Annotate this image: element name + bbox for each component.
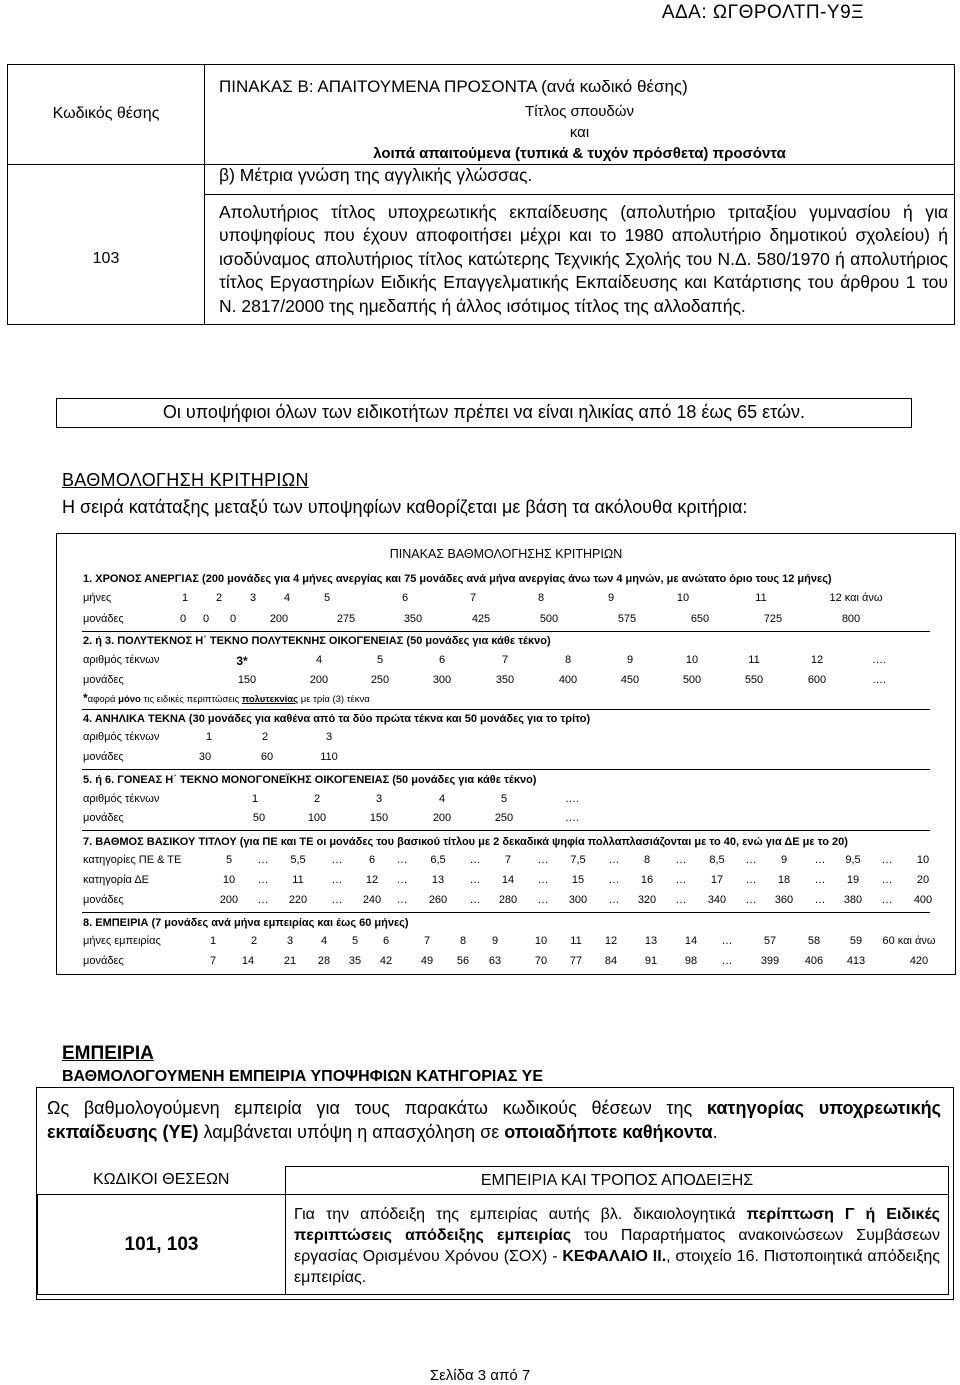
row-code: 103 <box>8 194 205 325</box>
table-cell: 5 <box>376 654 384 666</box>
par-c: λαμβάνεται υπόψη η απασχόληση σε <box>198 1122 505 1142</box>
table-cell: … <box>814 894 826 906</box>
table-cell: 9 <box>607 592 615 604</box>
table-cell: 9 <box>780 854 788 866</box>
note-part-d: πολυτεκνίας <box>241 694 299 705</box>
table-cell: 3* <box>236 654 248 668</box>
table-cell: … <box>396 874 408 886</box>
table-cell: 18 <box>777 874 791 886</box>
row-requirement: Απολυτήριος τίτλος υποχρεωτικής εκπαίδευσης (απολυτήριο τριταξίου γυμνασίου ή για υποψηφίους που έχουν αποφοιτήσει μέχρι και το 1980 απολυτήριο δημοτικού σχολείου) ή ισοδύναμος απολυτήριος τίτλος κατώτερης Τεχνικής Σχολής του Ν.Δ. 580/1970 ή απολυτήριος τίτλος Εργαστηρίων Ειδικής Επαγγελματικής Εκπαίδευσης και Κατάρτισης του άρθρου 1 του Ν. 2817/2000 της ημεδαπής ή άλλος ισότιμος τίτλος της αλλοδαπής. <box>205 194 955 325</box>
proof-b: περίπτωση Γ ή Ειδικές περιπτώσεις απόδειξης εμπειρίας <box>294 1205 940 1244</box>
table-cell: …. <box>564 793 580 805</box>
table-cell: 19 <box>846 874 860 886</box>
table-cell: 100 <box>307 812 327 824</box>
table-cell: 57 <box>763 935 777 947</box>
table-cell: … <box>745 874 757 886</box>
header-line-2: και <box>569 123 590 141</box>
section-1-label-points: μονάδες <box>83 613 124 625</box>
divider <box>82 830 930 831</box>
table-cell: …. <box>871 654 887 666</box>
table-cell: 350 <box>403 613 423 625</box>
table-cell: 8 <box>459 935 467 947</box>
table-cell: … <box>257 874 269 886</box>
table-cell: … <box>608 854 620 866</box>
table-cell: 60 και άνω <box>882 935 936 947</box>
table-cell: 49 <box>420 955 434 967</box>
table-cell: 12 <box>365 874 379 886</box>
table-cell: … <box>608 894 620 906</box>
proof-a: Για την απόδειξη της εμπειρίας αυτής βλ. δικαιολογητικά <box>294 1205 747 1223</box>
table-cell: 6 <box>438 654 446 666</box>
table-cell: 14 <box>684 935 698 947</box>
table-cell: … <box>721 955 733 967</box>
section-1-heading: 1. ΧΡΟΝΟΣ ΑΝΕΡΓΙΑΣ (200 μονάδες για 4 μήνες ανεργίας και 75 μονάδες ανά μήνα ανεργίας άνω των 4 μηνών, με ανώτατο όριο τους 12 μήνες) <box>83 573 832 585</box>
table-cell: … <box>675 894 687 906</box>
col-proof-header: ΕΜΠΕΙΡΙΑ ΚΑΙ ΤΡΟΠΟΣ ΑΠΟΔΕΙΞΗΣ <box>286 1167 949 1195</box>
position-codes: 101, 103 <box>38 1195 286 1295</box>
table-cell: 220 <box>288 894 308 906</box>
note-part-c: τις ειδικές περιπτώσεις <box>140 694 242 705</box>
table-cell: 2 <box>313 793 321 805</box>
table-cell: … <box>469 894 481 906</box>
table-cell: 1 <box>251 793 259 805</box>
divider <box>82 912 930 913</box>
criteria-heading: ΒΑΘΜΟΛΟΓΗΣΗ ΚΡΙΤΗΡΙΩΝ <box>62 470 309 490</box>
table-cell: 11 <box>292 874 304 886</box>
table-cell: 2 <box>215 592 223 604</box>
table-cell: … <box>675 874 687 886</box>
table-cell: … <box>469 874 481 886</box>
table-cell: 11 <box>570 935 582 947</box>
table-cell: 380 <box>843 894 863 906</box>
qualifications-table <box>7 64 955 325</box>
section-2-heading: 2. ή 3. ΠΟΛΥΤΕΚΝΟΣ Η΄ ΤΕΚΝΟ ΠΟΛΥΤΕΚΝΗΣ ΟΙΚΟΓΕΝΕΙΑΣ (50 μονάδες για κάθε τέκνο) <box>83 635 551 647</box>
table-cell: 2 <box>261 731 269 743</box>
table-cell: 7 <box>209 955 217 967</box>
table-cell: 12 <box>810 654 824 666</box>
english-requirement: β) Μέτρια γνώση της αγγλικής γλώσσας. <box>205 164 955 194</box>
table-cell: … <box>608 874 620 886</box>
table-cell: 400 <box>913 894 933 906</box>
table-cell: 0 <box>229 613 237 625</box>
table-cell: 4 <box>320 935 328 947</box>
section-2-label-children: αριθμός τέκνων <box>83 654 160 666</box>
table-cell: … <box>331 894 343 906</box>
table-cell: 200 <box>219 894 239 906</box>
table-cell: 12 <box>604 935 618 947</box>
table-cell: 9 <box>491 935 499 947</box>
experience-subheading: ΒΑΘΜΟΛΟΓΟΥΜΕΝΗ ΕΜΠΕΙΡΙΑ ΥΠΟΨΗΦΙΩΝ ΚΑΤΗΓΟΡΙΑΣ ΥΕ <box>62 1068 544 1085</box>
table-cell: 5 <box>500 793 508 805</box>
table-cell: 320 <box>637 894 657 906</box>
table-b-title: ΠΙΝΑΚΑΣ Β: ΑΠΑΙΤΟΥΜΕΝΑ ΠΡΟΣΟΝΤΑ (ανά κωδικό θέσης) <box>205 65 955 99</box>
table-cell: 1 <box>209 935 217 947</box>
table-cell: 150 <box>237 674 257 686</box>
table-cell: … <box>331 854 343 866</box>
table-cell: … <box>537 894 549 906</box>
table-cell: 7 <box>501 654 509 666</box>
table-cell: 0 <box>202 613 210 625</box>
table-cell: 6 <box>382 935 390 947</box>
section-8-label-points: μονάδες <box>83 955 124 967</box>
table-cell: 400 <box>558 674 578 686</box>
table-cell: 1 <box>181 592 189 604</box>
table-cell: 35 <box>348 955 362 967</box>
table-cell: 1 <box>205 731 213 743</box>
table-cell: 200 <box>269 613 289 625</box>
table-cell: … <box>881 874 893 886</box>
table-cell: 425 <box>471 613 491 625</box>
scoring-title: ΠΙΝΑΚΑΣ ΒΑΘΜΟΛΟΓΗΣΗΣ ΚΡΙΤΗΡΙΩΝ <box>389 547 623 561</box>
table-cell: 6 <box>368 854 376 866</box>
table-cell: … <box>331 874 343 886</box>
table-cell: 59 <box>849 935 863 947</box>
table-cell: … <box>881 854 893 866</box>
section-7-heading: 7. ΒΑΘΜΟΣ ΒΑΣΙΚΟΥ ΤΙΤΛΟΥ (για ΠΕ και ΤΕ οι μονάδες του βασικού τίτλου με 2 δεκαδικά ψηφία πολλαπλασιάζονται με το 40, ενώ για ΔΕ με το 20) <box>83 836 848 848</box>
table-cell: 8,5 <box>709 854 725 866</box>
table-cell: 15 <box>571 874 585 886</box>
table-cell: 8 <box>564 654 572 666</box>
table-cell: 725 <box>763 613 783 625</box>
table-cell: 14 <box>501 874 515 886</box>
proof-e: , στοιχείο 16. Πιστοποιητικά απόδειξης εμπειρίας. <box>294 1247 940 1286</box>
table-cell: 450 <box>620 674 640 686</box>
table-cell: 9 <box>626 654 634 666</box>
table-cell: 250 <box>494 812 514 824</box>
criteria-subheading: Η σειρά κατάταξης μεταξύ των υποψηφίων καθορίζεται με βάση τα ακόλουθα κριτήρια: <box>62 497 748 517</box>
section-7-label-de: κατηγορία ΔΕ <box>83 874 149 886</box>
ada-code: ΑΔΑ: ΩΓΘΡΟΛΤΠ-Υ9Ξ <box>661 2 864 23</box>
table-cell: … <box>721 935 733 947</box>
divider <box>82 631 930 632</box>
table-cell: 800 <box>841 613 861 625</box>
table-cell: 11 <box>748 654 760 666</box>
table-cell: 4 <box>315 654 323 666</box>
table-cell: 13 <box>644 935 658 947</box>
experience-heading: ΕΜΠΕΙΡΙΑ <box>62 1043 154 1064</box>
table-cell: 5 <box>351 935 359 947</box>
section-4-heading: 4. ΑΝΗΛΙΚΑ ΤΕΚΝΑ (30 μονάδες για καθένα από τα δύο πρώτα τέκνα και 50 μονάδες για το τρίτο) <box>83 713 591 725</box>
table-cell: … <box>257 854 269 866</box>
table-cell: 20 <box>916 874 930 886</box>
table-cell: 10 <box>534 935 548 947</box>
table-cell: 5 <box>323 592 331 604</box>
section-8-label-months: μήνες εμπειρίας <box>83 935 161 947</box>
experience-table <box>37 1166 949 1295</box>
table-cell: 300 <box>432 674 452 686</box>
section-4-label-children: αριθμός τέκνων <box>83 731 160 743</box>
table-cell: 63 <box>488 955 502 967</box>
table-cell: 360 <box>774 894 794 906</box>
table-cell: … <box>537 874 549 886</box>
table-cell: 98 <box>684 955 698 967</box>
section-5-heading: 5. ή 6. ΓΟΝΕΑΣ Η΄ ΤΕΚΝΟ ΜΟΝΟΓΟΝΕΪΚΗΣ ΟΙΚΟΓΕΝΕΙΑΣ (50 μονάδες για κάθε τέκνο) <box>83 774 537 786</box>
table-cell: 56 <box>456 955 470 967</box>
table-cell: 260 <box>428 894 448 906</box>
table-cell: 60 <box>260 751 274 763</box>
table-cell: 6,5 <box>430 854 446 866</box>
section-1-label-months: μήνες <box>83 592 112 604</box>
table-cell: 42 <box>379 955 393 967</box>
table-cell: 5,5 <box>290 854 306 866</box>
proof-c: του Παραρτήματος ανακοινώσεων Συμβάσεων εργασίας Ορισμένου Χρόνου (ΣΟΧ) - <box>294 1226 940 1265</box>
code-header: Κωδικός θέσης <box>8 65 205 165</box>
note-part-a: αφορά <box>87 694 119 705</box>
table-cell: 30 <box>198 751 212 763</box>
table-cell: 7,5 <box>570 854 586 866</box>
section-2-label-points: μονάδες <box>83 674 124 686</box>
table-cell: 9,5 <box>845 854 861 866</box>
proof-text <box>286 1195 949 1295</box>
section-5-label-children: αριθμός τέκνων <box>83 793 160 805</box>
table-cell: 10 <box>685 654 699 666</box>
table-cell: 28 <box>317 955 331 967</box>
table-cell: 650 <box>690 613 710 625</box>
table-cell: 84 <box>604 955 618 967</box>
table-cell: 2 <box>250 935 258 947</box>
table-cell: 70 <box>534 955 548 967</box>
table-cell: 280 <box>498 894 518 906</box>
table-cell: … <box>257 894 269 906</box>
table-cell: 10 <box>916 854 930 866</box>
empty-code-cell <box>8 164 205 194</box>
table-cell: 3 <box>375 793 383 805</box>
note-part-b: μόνο <box>118 694 141 705</box>
table-cell: 12 και άνω <box>829 592 883 604</box>
table-cell: 399 <box>760 955 780 967</box>
note-part-e: με τρία (3) τέκνα <box>298 694 370 705</box>
proof-d: ΚΕΦΑΛΑΙΟ ΙΙ. <box>562 1247 667 1265</box>
table-cell: 7 <box>504 854 512 866</box>
table-cell: 3 <box>249 592 257 604</box>
scoring-table <box>56 533 956 975</box>
table-cell: 50 <box>252 812 266 824</box>
table-cell: 413 <box>846 955 866 967</box>
requirements-header <box>205 99 955 165</box>
table-cell: … <box>396 894 408 906</box>
section-5-label-points: μονάδες <box>83 812 124 824</box>
table-cell: 240 <box>362 894 382 906</box>
table-cell: 3 <box>286 935 294 947</box>
table-cell: 575 <box>617 613 637 625</box>
table-cell: 6 <box>401 592 409 604</box>
par-d: οποιαδήποτε καθήκοντα <box>504 1122 713 1142</box>
table-cell: 7 <box>423 935 431 947</box>
table-cell: … <box>745 854 757 866</box>
table-cell: 10 <box>222 874 236 886</box>
header-line-1: Τίτλος σπουδών <box>525 102 634 120</box>
table-cell: 500 <box>539 613 559 625</box>
table-cell: 406 <box>804 955 824 967</box>
table-cell: 14 <box>241 955 255 967</box>
table-cell: 0 <box>179 613 187 625</box>
table-cell: … <box>537 854 549 866</box>
table-cell: 550 <box>744 674 764 686</box>
table-cell: 600 <box>807 674 827 686</box>
table-cell: … <box>469 854 481 866</box>
table-cell: 8 <box>643 854 651 866</box>
table-cell: 110 <box>320 751 338 763</box>
page-number: Σελίδα 3 από 7 <box>429 1367 531 1384</box>
col-codes-header: ΚΩΔΙΚΟΙ ΘΕΣΕΩΝ <box>93 1171 230 1189</box>
table-cell: 4 <box>438 793 446 805</box>
table-cell: 275 <box>336 613 356 625</box>
table-cell: 200 <box>309 674 329 686</box>
table-cell: 11 <box>755 592 767 604</box>
par-a: Ως βαθμολογούμενη εμπειρία για τους παρακάτω κωδικούς θέσεων της <box>47 1098 707 1118</box>
table-cell: 91 <box>644 955 658 967</box>
experience-paragraph <box>47 1096 941 1144</box>
section-7-label-points: μονάδες <box>83 894 124 906</box>
table-cell: …. <box>871 674 887 686</box>
section-2-note <box>83 691 370 705</box>
table-cell: 16 <box>640 874 654 886</box>
table-cell: 10 <box>676 592 690 604</box>
table-cell: 5 <box>225 854 233 866</box>
table-cell: 4 <box>283 592 291 604</box>
header-line-3: λοιπά απαιτούμενα (τυπικά & τυχόν πρόσθετα) προσόντα <box>373 144 786 162</box>
table-cell: 13 <box>431 874 445 886</box>
table-cell: … <box>675 854 687 866</box>
table-cell: 200 <box>432 812 452 824</box>
table-cell: 21 <box>283 955 297 967</box>
table-cell: 300 <box>568 894 588 906</box>
table-cell: 77 <box>569 955 583 967</box>
table-cell: 420 <box>909 955 929 967</box>
table-cell: 250 <box>370 674 390 686</box>
table-cell: 17 <box>710 874 724 886</box>
par-b: κατηγορίας υποχρεωτικής εκπαίδευσης (ΥΕ) <box>47 1098 941 1142</box>
table-cell: 58 <box>807 935 821 947</box>
table-cell: 3 <box>325 731 333 743</box>
table-cell: … <box>814 874 826 886</box>
table-cell: … <box>881 894 893 906</box>
note-star: * <box>83 691 88 705</box>
section-8-heading: 8. ΕΜΠΕΙΡΙΑ (7 μονάδες ανά μήνα εμπειρίας και έως 60 μήνες) <box>83 917 409 929</box>
table-cell: 340 <box>707 894 727 906</box>
table-cell: 150 <box>369 812 389 824</box>
par-e: . <box>712 1122 718 1142</box>
table-cell: 8 <box>537 592 545 604</box>
table-cell: … <box>396 854 408 866</box>
table-cell: …. <box>564 812 580 824</box>
divider <box>82 709 930 710</box>
table-cell: 350 <box>495 674 515 686</box>
section-4-label-points: μονάδες <box>83 751 124 763</box>
table-cell: 500 <box>682 674 702 686</box>
table-cell: … <box>745 894 757 906</box>
table-cell: … <box>814 854 826 866</box>
age-note: Οι υποψήφιοι όλων των ειδικοτήτων πρέπει να είναι ηλικίας από 18 έως 65 ετών. <box>56 398 912 428</box>
divider <box>82 769 930 770</box>
table-cell: 7 <box>469 592 477 604</box>
section-7-label-pe-te: κατηγορίες ΠΕ & ΤΕ <box>83 854 182 866</box>
